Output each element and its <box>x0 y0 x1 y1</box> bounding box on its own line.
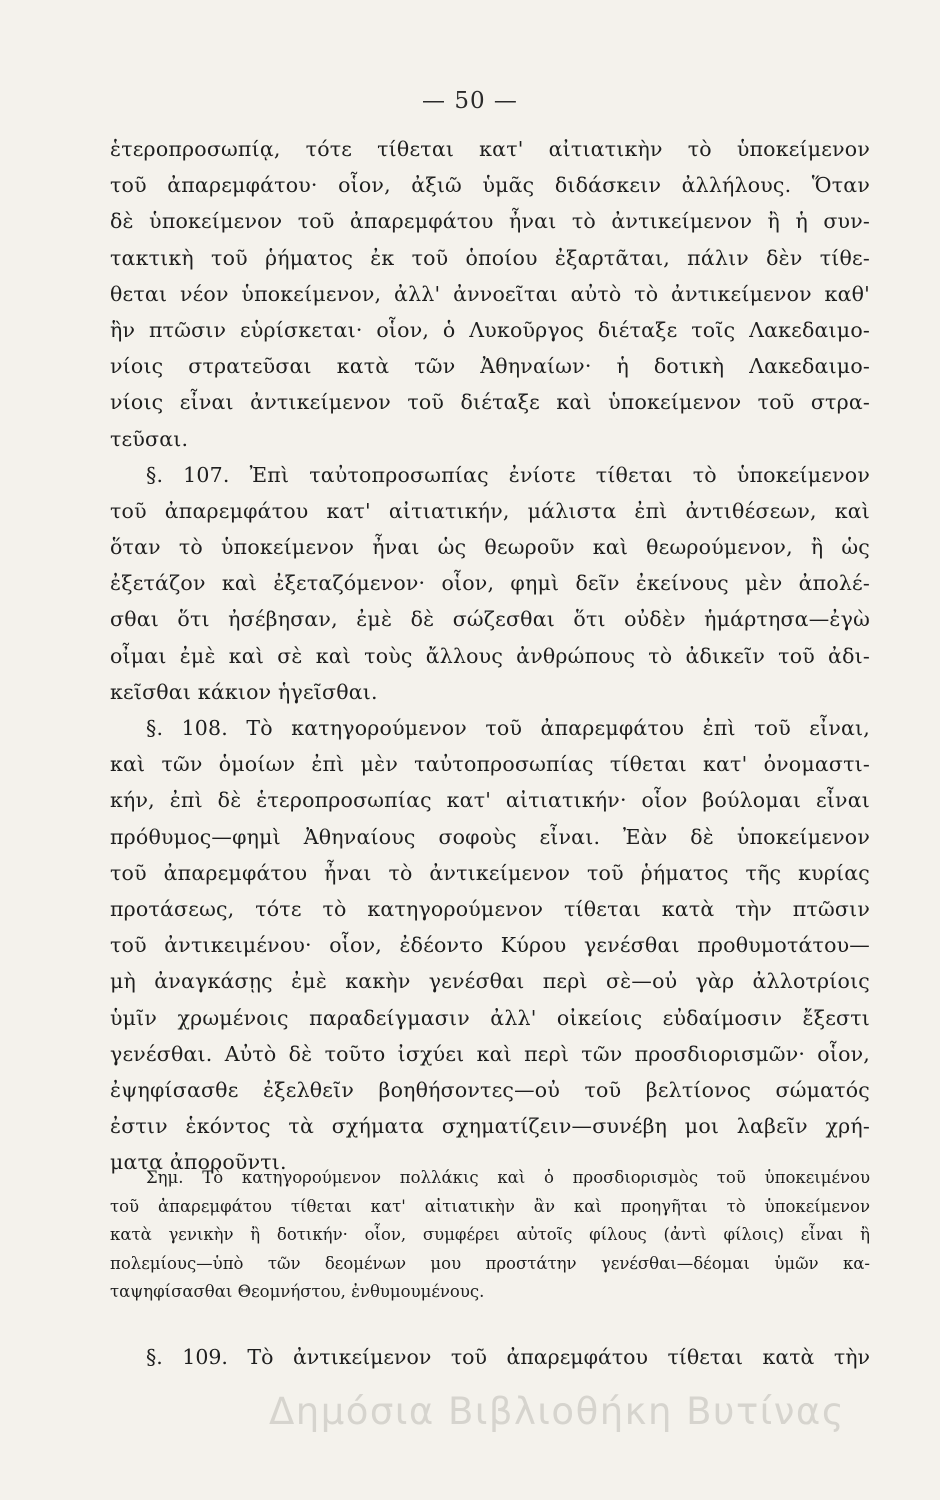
text-line: μὴ ἀναγκάσῃς ἐμὲ κακὴν γενέσθαι περὶ σὲ—οὐ γὰρ ἀλλοτρίοις <box>110 969 870 994</box>
text-line: σθαι ὅτι ἠσέβησαν, ἐμὲ δὲ σώζεσθαι ὅτι οὐδὲν ἡμάρτησα—ἐγὼ <box>110 607 870 632</box>
text-line: οἶμαι ἐμὲ καὶ σὲ καὶ τοὺς ἄλλους ἀνθρώπους τὸ ἀδικεῖν τοῦ ἀδι- <box>110 643 870 668</box>
text-line: καὶ τῶν ὁμοίων ἐπὶ μὲν ταὐτοπροσωπίας τίθεται κατ' ὀνομαστι- <box>110 752 870 777</box>
text-line: θεται νέον ὑποκείμενον, ἀλλ' ἀννοεῖται αὐτὸ τὸ ἀντικείμενον καθ' <box>110 281 870 306</box>
text-line: ὑμῖν χρωμένοις παραδείγμασιν ἀλλ' οἰκείοις εὐδαίμοσιν ἔξεστι <box>110 1005 870 1030</box>
note-line: Σημ. Τὸ κατηγορούμενον πολλάκις καὶ ὁ προσδιορισμὸς τοῦ ὑποκειμένου <box>146 1168 870 1187</box>
section-109-start: §. 109. Τὸ ἀντικείμενον τοῦ ἀπαρεμφάτου τίθεται κατὰ τὴν <box>146 1345 870 1369</box>
text-line: νίοις στρατεῦσαι κατὰ τῶν Ἀθηναίων· ἡ δοτικὴ Λακεδαιμο- <box>110 354 870 379</box>
text-line: νίοις εἶναι ἀντικείμενον τοῦ διέταξε καὶ ὑποκείμενον τοῦ στρα- <box>110 390 870 415</box>
text-line: ματα ἀποροῦντι. <box>110 1150 287 1175</box>
text-line: ἐστιν ἑκόντος τὰ σχήματα σχηματίζειν—συνέβη μοι λαβεῖν χρή- <box>110 1114 870 1139</box>
text-line: δὲ ὑποκείμενον τοῦ ἀπαρεμφάτου ἦναι τὸ ἀντικείμενον ἢ ἡ συν- <box>110 209 870 234</box>
text-line: τοῦ ἀπαρεμφάτου ἦναι τὸ ἀντικείμενον τοῦ ῥήματος τῆς κυρίας <box>110 860 870 885</box>
text-line: ὅταν τὸ ὑποκείμενον ἦναι ὡς θεωροῦν καὶ θεωρούμενον, ἢ ὡς <box>110 535 870 560</box>
text-line: ἣν πτῶσιν εὑρίσκεται· οἷον, ὁ Λυκοῦργος διέταξε τοῖς Λακεδαιμο- <box>110 317 870 342</box>
text-line: τοῦ ἀπαρεμφάτου κατ' αἰτιατικήν, μάλιστα ἐπὶ ἀντιθέσεων, καὶ <box>110 498 870 523</box>
text-line: γενέσθαι. Αὐτὸ δὲ τοῦτο ἰσχύει καὶ περὶ τῶν προσδιορισμῶν· οἷον, <box>110 1041 870 1066</box>
note-line: τοῦ ἀπαρεμφάτου τίθεται κατ' αἰτιατικὴν ἂν καὶ προηγῆται τὸ ὑποκείμενον <box>110 1196 870 1216</box>
text-line: ἐξετάζον καὶ ἐξεταζόμενον· οἷον, φημὶ δεῖν ἐκείνους μὲν ἀπολέ- <box>110 571 870 596</box>
note-line: κατὰ γενικὴν ἢ δοτικήν· οἷον, συμφέρει αὐτοῖς φίλους (ἀντὶ φίλοις) εἶναι ἢ <box>110 1225 870 1244</box>
text-line: προτάσεως, τότε τὸ κατηγορούμενον τίθεται κατὰ τὴν πτῶσιν <box>110 896 870 921</box>
note-line: ταψηφίσασθαι Θεομνήστου, ἐνθυμουμένους. <box>110 1282 485 1301</box>
text-line: τεῦσαι. <box>110 426 189 451</box>
section-108-start: §. 108. Τὸ κατηγορούμενον τοῦ ἀπαρεμφάτου ἐπὶ τοῦ εἶναι, <box>146 716 870 740</box>
section-109 <box>110 1339 870 1375</box>
library-watermark: Δημόσια Βιβλιοθήκη Βυτίνας <box>268 1390 846 1433</box>
text-line: τοῦ ἀντικειμένου· οἷον, ἐδέοντο Κύρου γενέσθαι προθυμοτάτου— <box>110 933 870 958</box>
text-line: ἑτεροπροσωπίᾳ, τότε τίθεται κατ' αἰτιατικὴν τὸ ὑποκείμενον <box>110 137 870 161</box>
text-line: ἐψηφίσασθε ἐξελθεῖν βοηθήσοντες—οὐ τοῦ βελτίονος σώματός <box>110 1077 870 1102</box>
note-block <box>110 1164 870 1307</box>
text-line: κήν, ἐπὶ δὲ ἑτεροπροσωπίας κατ' αἰτιατικήν· οἷον βούλομαι εἶναι <box>110 788 870 813</box>
text-line: κεῖσθαι κάκιον ἡγεῖσθαι. <box>110 679 378 704</box>
text-line: τοῦ ἀπαρεμφάτου· οἷον, ἀξιῶ ὑμᾶς διδάσκειν ἀλλήλους. Ὅταν <box>110 173 870 198</box>
text-line: πρόθυμος—φημὶ Ἀθηναίους σοφοὺς εἶναι. Ἐὰν δὲ ὑποκείμενον <box>110 824 870 849</box>
main-text <box>110 131 870 1180</box>
text-line: τακτικὴ τοῦ ῥήματος ἐκ τοῦ ὁποίου ἐξαρτᾶται, πάλιν δὲν τίθε- <box>110 245 870 270</box>
section-107-start: §. 107. Ἐπὶ ταὐτοπροσωπίας ἐνίοτε τίθεται τὸ ὑποκείμενον <box>146 462 870 487</box>
note-line: πολεμίους—ὑπὸ τῶν δεομένων μου προστάτην γενέσθαι—δέομαι ὑμῶν κα- <box>110 1253 870 1273</box>
page-number: — 50 — <box>422 88 518 114</box>
